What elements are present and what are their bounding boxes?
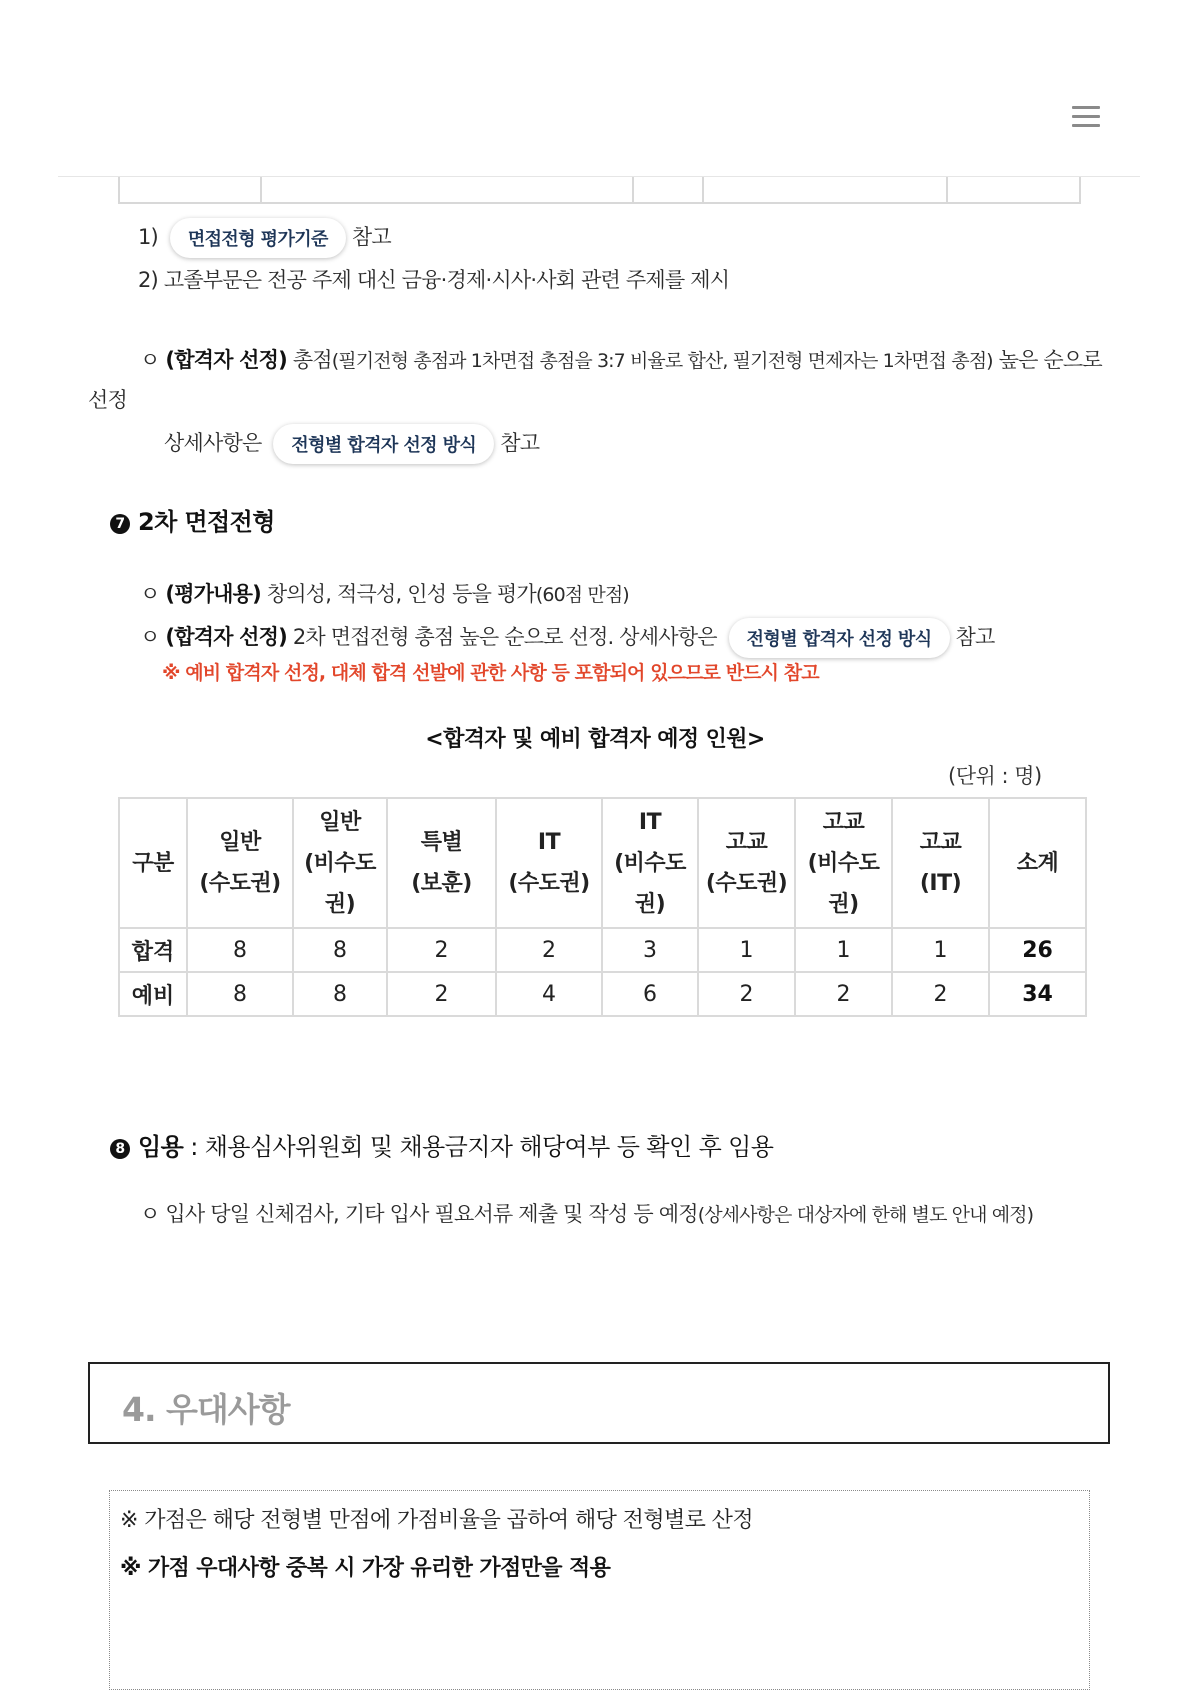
quota-table: [118, 797, 1087, 1017]
table-cell: 2: [892, 972, 989, 1016]
header-highschool-it: 고교 (IT): [892, 798, 989, 928]
header-general-capital: 일반 (수도권): [187, 798, 293, 928]
section-8-detail-small: (상세사항은 대상자에 한해 별도 안내 예정): [697, 1204, 1034, 1226]
section-8-detail-text: 입사 당일 신체검사, 기타 입사 필요서류 제출 및 작성 등 예정: [165, 1202, 698, 1226]
section-7-heading: [110, 502, 275, 537]
previous-table-bottom: [118, 177, 1081, 204]
interview-criteria-link[interactable]: 면접전형 평가기준: [170, 218, 346, 258]
table-cell: 1: [795, 928, 892, 972]
table-cell: 2: [387, 928, 496, 972]
detail-suffix: 참고: [500, 431, 540, 455]
header-subtotal: 소계: [989, 798, 1086, 928]
circled-number-icon: 8: [110, 1139, 130, 1159]
row-label: 합격: [119, 928, 187, 972]
quota-table-title: <합격자 및 예비 합격자 예정 인원>: [425, 727, 765, 752]
section-4-notes-box: [109, 1490, 1090, 1690]
section-4-note-2: ※ 가점 우대사항 중복 시 가장 유리한 가점만을 적용: [120, 1556, 611, 1581]
note-1-suffix: 참고: [351, 225, 391, 249]
table-cell: 2: [387, 972, 496, 1016]
table-row: [119, 928, 1086, 972]
header-general-noncapital: 일반 (비수도 권): [293, 798, 387, 928]
table-row: [119, 972, 1086, 1016]
hamburger-menu-icon[interactable]: [1072, 106, 1100, 128]
table-cell: 1: [892, 928, 989, 972]
table-cell: 3: [602, 928, 698, 972]
interview-note-2: 2) 고졸부문은 전공 주제 대신 금융·경제·시사·사회 관련 주제를 제시: [138, 268, 730, 292]
section-8-heading: [110, 1127, 773, 1162]
table-cell: 1: [698, 928, 795, 972]
note-1-prefix: 1): [138, 225, 158, 249]
selection-method-link-2[interactable]: 전형별 합격자 선정 방식: [729, 618, 950, 658]
bullet: ㅇ: [140, 1202, 160, 1226]
header-category: 구분: [119, 798, 187, 928]
row-total: 34: [989, 972, 1086, 1016]
interview-note-1: [138, 218, 391, 258]
selection-1-detail: [164, 424, 539, 464]
section-8-detail: [140, 1198, 1033, 1228]
row-total: 26: [989, 928, 1086, 972]
quota-header-row: [119, 798, 1086, 928]
detail-prefix: 상세사항은: [164, 431, 262, 455]
section-8-title: 임용: [138, 1133, 184, 1161]
section-4-header-box: [88, 1362, 1110, 1444]
bullet: ㅇ: [140, 582, 160, 606]
table-cell: 2: [795, 972, 892, 1016]
section-4-note-1: ※ 가점은 해당 전형별 만점에 가점비율을 곱하여 해당 전형별로 산정: [120, 1508, 753, 1533]
table-cell: 8: [293, 972, 387, 1016]
sel-suffix: 참고: [955, 625, 995, 649]
table-cell: 8: [187, 972, 293, 1016]
selection-1-line: [140, 344, 1102, 374]
selection-method-link[interactable]: 전형별 합격자 선정 방식: [273, 424, 494, 464]
bullet: ㅇ: [140, 625, 160, 649]
bullet: ㅇ: [140, 348, 160, 372]
reserve-notice: ※ 예비 합격자 선정, 대체 합격 선발에 관한 사항 등 포함되어 있으므로 반드시 참고: [162, 662, 819, 684]
table-cell: 2: [698, 972, 795, 1016]
eval-small: (60점 만점): [535, 584, 629, 606]
selection-1-wrap: 선정: [88, 388, 127, 412]
table-cell: 8: [187, 928, 293, 972]
row-label: 예비: [119, 972, 187, 1016]
header-it-capital: IT (수도권): [496, 798, 602, 928]
header-highschool-noncapital: 고교 (비수도 권): [795, 798, 892, 928]
selection-1-text-small: (필기전형 총점과 1차면접 총점을 3:7 비율로 합산, 필기전형 면제자는 1차면접 총점): [331, 350, 993, 372]
eval-label: (평가내용): [165, 582, 261, 606]
section-7-eval: [140, 578, 629, 608]
sel-label: (합격자 선정): [165, 625, 287, 649]
table-cell: 4: [496, 972, 602, 1016]
header-it-noncapital: IT (비수도 권): [602, 798, 698, 928]
sel-text: 2차 면접전형 총점 높은 순으로 선정. 상세사항은: [286, 625, 717, 649]
quota-unit: (단위 : 명): [948, 764, 1042, 788]
table-cell: 8: [293, 928, 387, 972]
eval-text: 창의성, 적극성, 인성 등을 평가: [260, 582, 536, 606]
selection-1-text-b: 높은 순으로: [992, 348, 1102, 372]
section-8-text: : 채용심사위원회 및 채용금지자 해당여부 등 확인 후 임용: [183, 1133, 774, 1161]
table-cell: 6: [602, 972, 698, 1016]
table-cell: 2: [496, 928, 602, 972]
section-4-title: 4. 우대사항: [122, 1390, 290, 1429]
section-7-selection: [140, 618, 995, 658]
section-7-title: 2차 면접전형: [138, 508, 275, 536]
header-highschool-capital: 고교 (수도권): [698, 798, 795, 928]
header-special-veterans: 특별 (보훈): [387, 798, 496, 928]
selection-1-label: (합격자 선정): [165, 348, 287, 372]
selection-1-text-a: 총점: [286, 348, 332, 372]
circled-number-icon: 7: [110, 514, 130, 534]
